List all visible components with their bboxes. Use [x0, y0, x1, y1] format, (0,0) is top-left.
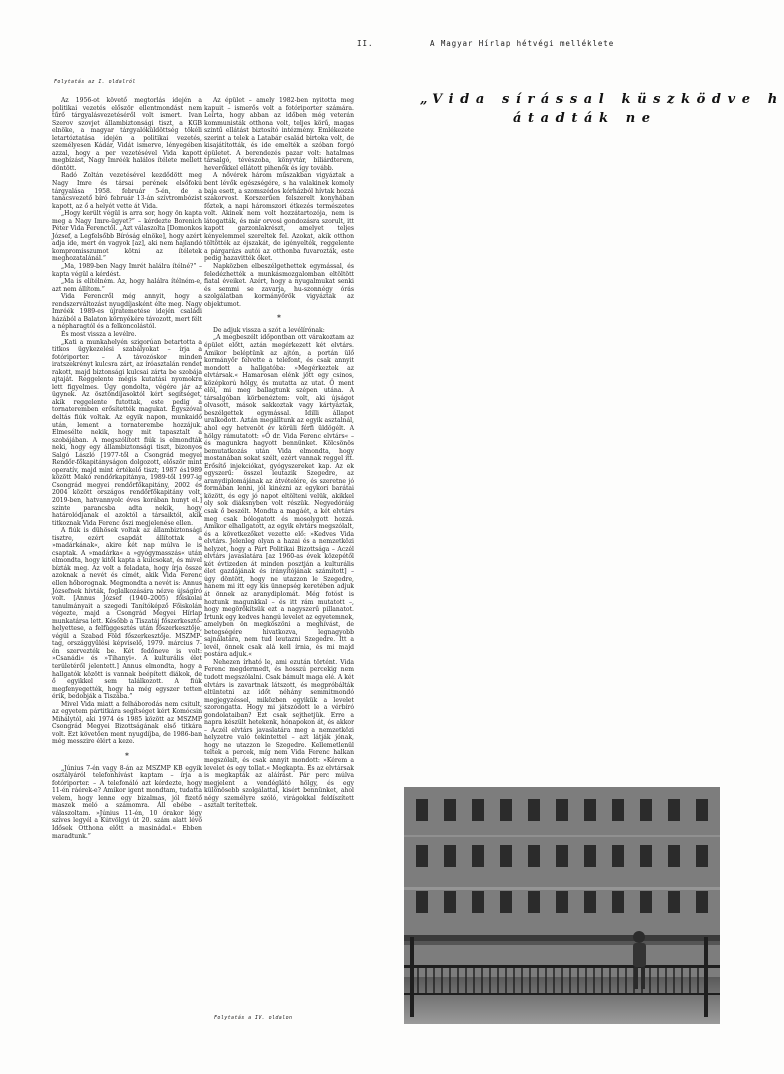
- section-divider: *: [125, 751, 129, 761]
- article-paragraph: „Június 7-én vagy 8-án az MSZMP KB egyik osztályáról telefonhívást kaptam – írja a fotóriporter. – A telefonáló azt kérdezte, hogy 11-én ráérek-e? Amikor igent mondtam, tudatta velem, hogy lenne egy bizalmas, jól fizető maszek meló a számomra. Áll ebébe – válaszoltam. »Június 11-én, 10 órakor légy szíves legyél a Kútvölgyi út 20. szám alatt lévő Idősek Otthona előtt a masinádal.« Ebben maradtunk.”: [52, 764, 202, 840]
- article-paragraph: „Hogy került végül is arra sor, hogy ön kapta meg a Nagy Imre-ügyet?” – kérdezte Borenich Péter Vida Ferenctől. „Azt válaszolta [Domonkos József, a Legfelsőbb Bíróság elnöke], hogy azért adja ide, mert én vagyok [az], aki nem hajlandó kompromisszumot kötni az ítéletek meghozatalánál.”: [52, 210, 202, 263]
- article-paragraph: Napközben elbeszélgethettek egymással, és feledézhették a munkásmozgalomban eltöltött fiatal éveiket. Azért, hogy a nyugalmukat senki és semmi se zavarja, hu-szonnégy órás szolgálatban kormányőrök vigyáztak az objektumot.: [204, 263, 354, 308]
- continued-to-note: Folytatás a IV. oldalon: [214, 1015, 293, 1021]
- article-paragraph: A nővérek három műszakban vigyáztak a bent lévők egészségére, s ha valakinek komoly baja esett, a szomszédos kórházból hívtak hozzá szakorvost. Korszerűen felszerelt konyhában főztek, a napi háromszori étkezés természetes volt. Akinek nem volt hozzátartozója, nem is látogatták, és már orvosi gondozásra szorult, itt kapott garzonlakrészt, amelyet teljes kényelemmel szereltek fel. Azokat, akik otthon töltötték az éjszakát, de igényelték, reggelente a párgarázs autói az otthonba fuvarozták, este pedig hazavitték őket.: [204, 172, 354, 263]
- article-paragraph: „Kati a munkahelyén szigorúan betartotta a titkos ügykezelési szabályokat – írja a fotóriporter. – A távozóskor minden iratszekrényt kulcsra zárt, az íróasztalán rendet rakott, majd biztonsági kulcsai zárta be szobája ajtaját. Reggelente mégis kutatási nyomokra lett figyelmes. Úgy gondolta, végére jár az ügynek. Az ösztöndíjasoktól kért segítséget, akik reggelente futottak, este pedig a tornateremben erősítették magukat. Egyszóval deltás fiúk voltak. Az egyik napon, munkaidő után, lement a tornaterembe hozzájuk. Elmesélte nekik, hogy mit tapasztalt a szobájában. A megszólított fiúk is elmondták neki, hogy egy állambiztonsági tiszt, bizonyos Salgó László [1977-től a Csongrád megyei Rendőr-főkapitányságon dolgozott, először mint operatív, majd mint értékelő tiszt; 1987 és1989 között Makó rendőrkapitánya, 1989-től 1997-ig Csongrád megyei rendőrfőkapitány, 2002 és 2004 között országos rendőrfőkapitány volt, 2019-ben, hatvannyolc éves korában hunyt el.] szinte parancsba adta nekik, hogy határolódjanak el azoktól a társaiktól, akik titkoznak Vida Ferenc őszi megjelenése ellen.: [52, 338, 202, 527]
- article-photo: [404, 787, 720, 1024]
- article-paragraph: „Ma, 1989-ben Nagy Imrét halálra ítélné?” – kapta végül a kérdést.: [52, 263, 202, 278]
- article-paragraph: A fiúk is dühösek voltak az állambiztonsági tisztre, ezért csapdát állítottak a »madárkának«, akire két nap múlva le is csaptak. A »madárka« a »gyógymasszás« után elmondta, hogy kitől kapta a kulcsokat, és mivel bízták meg. Az volt a feladata, hogy írja össze azoknak a nevét és címét, akik Vida Ferenc ellen hőborognak. Megmondta a nevét is: Annus Józsefnek hívták, foglalkozására nézve újságíró volt. [Annus József (1940–2005) főiskolai tanulmányait a szegedi Tanítóképző Főiskolán végezte, majd a Csongrád Megyei Hírlap munkatársa lett. Később a Tiszatáj főszerkesztő-helyettese, a felfüggesztés után főszerkesztője, végül a Szabad Föld főszerkesztője. MSZMP-tag, országgyűlési képviselő, 1979. március 7-én szervezték be. Két fedőneve is volt: »Csanádi« és »Tihanyi«. A kulturális élet területéről jelentett.] Annus elmondta, hogy a hallgatók között is vannak beépített diákok, de ő egyikkel sem találkozott. A fiúk megfenyegették, hogy ha még egyszer tetten érik, bedobják a Tiszába.”: [52, 527, 202, 701]
- pull-quote-line-2: átadták ne: [513, 111, 657, 126]
- building-photo-illustration: [404, 787, 720, 1024]
- article-paragraph: Mivel Vida miatt a felháborodás nem csitult, az egyetem pártitkára segítséget kért Komócsin Mihálytól, aki 1974 és 1985 között az MSZMP Csongrád Megyei Bizottságának első titkára volt. Ezt követően ment nyugdíjba, de 1986-ban még messzire élért a keze.: [52, 700, 202, 746]
- publication-title: A Magyar Hírlap hétvégi melléklete: [430, 39, 615, 48]
- article-column-1: [52, 97, 202, 840]
- article-paragraph: Nehezen írható le, ami ezután történt. Vida Ferenc megdermedt, és hosszú percekig nem tudott megszólalni. Csak bámult maga elé. A két elvtárs is zavartnak látszott, és megpróbálták eltüntetni az időt néhány semmitmondó megjegyzéssel, miközben egyikük a levelet szorongatta. Hogy mi játszódott le a vérbíró gondolataiban? Ezt csak sejthetjük. Erre a napra készült hetekenk, hónapokon át, és akkor – Aczél elvtárs javaslatára meg a nemzetközi helyzetre való tekintettel – azt látják jónak, hogy ne utazzon le Szegedre. Kellemetlenül teltek a percek, míg nem Vida Ferenc halkan megszólalt, és csak annyit mondott: »Kérem a levelet és egy tollat.« Megkapta. És az elvtársak is megkapták az aláírást. Pár perc múlva megjelent a vendéglátó hölgy, és egy különösebb szolgálattal, kisért bennünket, ahol négy személyre szóló, virágokkal feldíszített asztalt terítettek.: [204, 658, 354, 810]
- article-paragraph: Az épület – amely 1982-ben nyitotta meg kapuit – ismerős volt a fotóriporter számára. Leírta, hogy abban az időben még veterán kommunisták otthona volt, teljes körű, magas szintű ellátást biztosító intézmény. Emlékezete szerint a telek a Latabár család birtoka volt, de kisajátították, és ide emelték a szóban forgó épületet. A berendezés pazar volt: hatalmas társalgó, tévészoba, könyvtár, biliárdterem, heverőkkel ellátott pihenők és így tovább.: [204, 97, 354, 172]
- article-paragraph: De adjuk vissza a szót a levélírónak:: [213, 326, 325, 334]
- article-paragraph: „Ma is elítélném. Az, hogy halálra ítélném-e, azt nem állítom.”: [52, 278, 202, 293]
- page-number: II.: [357, 39, 374, 48]
- article-paragraph: Radó Zoltán vezetésével kezdődött meg Nagy Imre és társai perének elsőfokú tárgyalása 1958. február 5-én, de a tanácsvezető bíró február 13-án szívtrombózist kapott, az ő a helyét vette át Vida.: [52, 172, 202, 210]
- pull-quote: [420, 90, 784, 128]
- article-paragraph: És most vissza a levélre.: [61, 330, 137, 338]
- article-paragraph: „A megbeszélt időpontban ott várakoztam az épület előtt, aztán megérkezett két elvtárs. Amikor beléptünk az ajtón, a portán ülő kormányőr felvette a telefont, és csak annyit mondott a hallgatóba: »Megérkeztek az elvtársak.« Hamarosan elénk jött egy csinos, középkorú hölgy, és mutatta az utat. Ő ment elöl, mi meg ballagtunk szépen utána. A társalgóban körbenéztem: volt, aki újságot olvasott, mások sakkoztak vagy kártyáztak, beszélgettek egymással. Idilli állapot uralkodott. Aztán megálltunk az egyik asztalnál, ahol egy hetvenöt év körüli férfi üldögélt. A hölgy rámutatott: »Ő dr. Vida Ferenc elvtárs« – és magunkra hagyott bennünket. Kölcsönös bemutatkozás után Vida elmondta, hogy mostanában sokat szélt, ezért vannak reggel itt. Erősítő injekciókat, gyógyszereket kap. Az ek egyszerű: összel leutazik Szegedre, az aranydiplomájának az átvételére, és szeretne jó formában lenni, jól kinézni az egykori barátai között, és egy jó napot eltölteni velük, akikkel oly sok diáksnyben volt részük. Negyedóráig csak ő beszélt. Mondta a magáét, a két elvtárs meg csak bólogatott és mosolygott hozzá. Amikor elhallgatott, az egyik elvtárs megszólalt, és a következőket vezette elő: »Kedves Vida elvtárs. Jelenleg olyan a hazai és a nemzetközi helyzet, hogy a Párt Politikai Bizottsága – Aczél elvtárs javaslatára [az 1960-as évek közepétől két évtizeden át minden posztján a kulturális élet gazdájának és irányítójának számított] – úgy döntött, hogy ne utazzon le Szegedre, hanem mi itt egy kis ünnepség keretében adjuk át önnek az aranydiplomát. Még fotóst is hoztunk magunkkal – és itt rám mutatott –, hogy megörökítsük ezt a nagyszerű pillanatot. Írtunk egy kedves hangú levelet az egyetemnek, amelyben ön megköszöni a meghívást, de betegségére hivatkozva, legnagyobb sajnálatára, nem tud leutazni Szegedre. Itt a levél, önnek csak alá kell írnia, és mi majd postára adjuk.«: [204, 334, 354, 659]
- article-paragraph: Az 1956-ot követő megtorlás idején a politikai vezetés először ellentmondást nem tűrő tárgyalásvezetéséről volt ismert. Ivan Szerov szovjet állambiztonsági tiszt, a KGB elnöke, a magyar tárgyalóküldöttség tökéli letartóztatása idején a politikai vezetés, személyesen Kádár, Vidát ismerve, lényegében azzal, hogy a per vezetésével Vida kapott megbízást, Nagy Imréék halálos ítélete mellett döntött.: [52, 97, 202, 172]
- pull-quote-line-1: „Vida sírással küszködve h: [420, 92, 784, 107]
- article-paragraph: Vida Ferencről még annyit, hogy a rendszerváltozást nyugdíjasként élte meg. Nagy Imréék 1989-es újratemetése idején családi házából a Balaton környékére távozott, mert félt a népharagtól és a felkoncolástól.: [52, 293, 202, 331]
- article-column-2: [204, 97, 354, 810]
- continued-from-note: Folytatás az I. oldalról: [54, 79, 136, 85]
- section-divider: *: [277, 313, 281, 323]
